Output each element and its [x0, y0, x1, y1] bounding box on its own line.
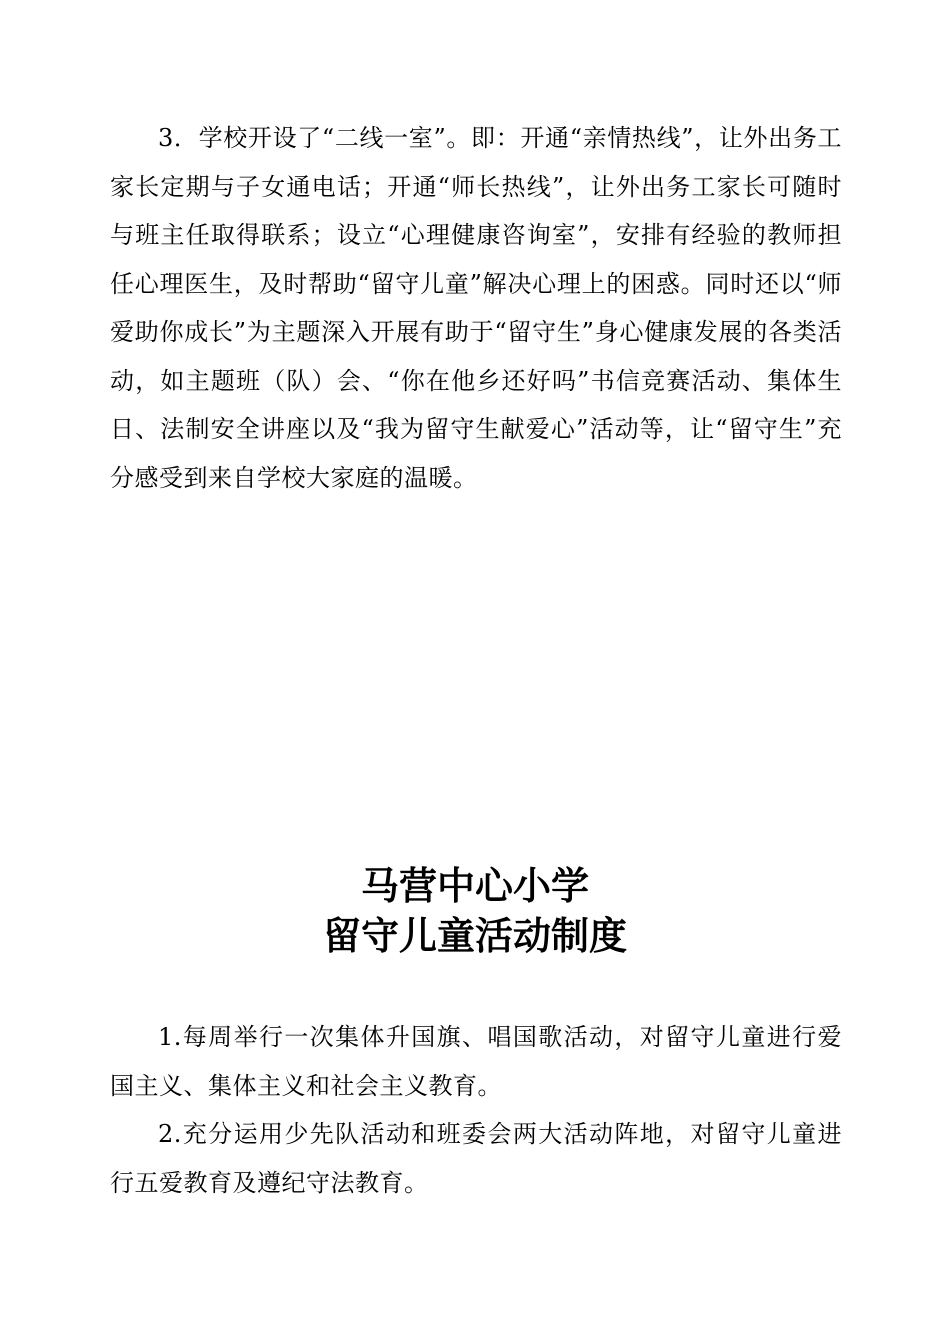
title-school-name: 马营中心小学 [360, 864, 589, 908]
rule-item-1: 1.每周举行一次集体升国旗、唱国歌活动，对留守儿童进行爱国主义、集体主义和社会主义教育。 [110, 1023, 842, 1100]
title-regulation-name: 留守儿童活动制度 [322, 914, 627, 958]
rule-item-2: 2.充分运用少先队活动和班委会两大活动阵地，对留守儿童进行五爱教育及遵纪守法教育。 [110, 1120, 842, 1197]
intro-paragraph: 3．学校开设了“二线一室”。即：开通“亲情热线”，让外出务工家长定期与子女通电话；开通“师长热线”，让外出务工家长可随时与班主任取得联系；设立“心理健康咨询室”，安排有经验的教师担任心理医生，及时帮助“留守儿童”解决心理上的困惑。同时还以“师爱助你成长”为主题深入开展有助于“留守生”身心健康发展的各类活动，如主题班（队）会、“你在他乡还好吗”书信竞赛活动、集体生日、法制安全讲座以及“我为留守生献爱心”活动等，让“留守生”充分感受到来自学校大家庭的温暖。 [110, 124, 842, 492]
